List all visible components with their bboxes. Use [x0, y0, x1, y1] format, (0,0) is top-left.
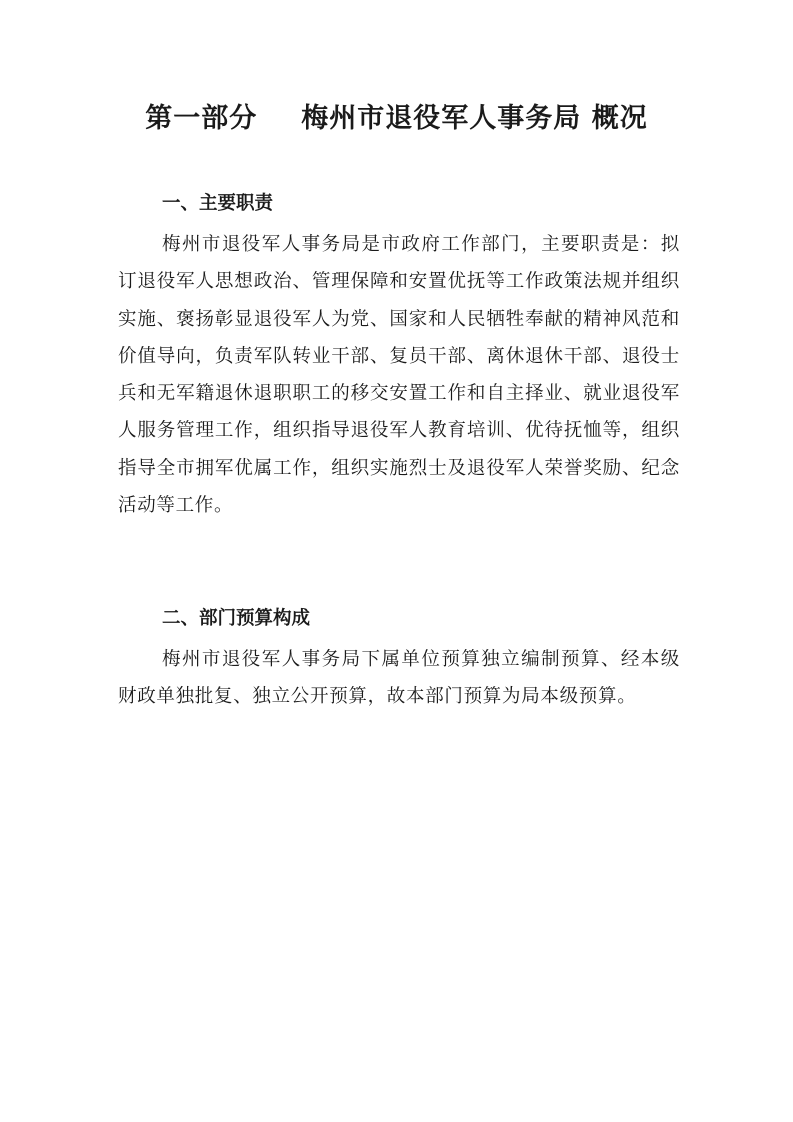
title-agency-name: 梅州市退役军人事务局 概况 — [301, 103, 648, 134]
section-body-main-duties: 梅州市退役军人事务局是市政府工作部门，主要职责是：拟订退役军人思想政治、管理保障和安置优抚等工作政策法规并组织实施、褒扬彰显退役军人为党、国家和人民牺牲奉献的精神风范和价值导向，负责军队转业干部、复员干部、离休退休干部、退役士兵和无军籍退休退职职工的移交安置工作和自主择业、就业退役军人服务管理工作，组织指导退役军人教育培训、优待抚恤等，组织指导全市拥军优属工作，组织实施烈士及退役军人荣誉奖励、纪念活动等工作。 — [118, 234, 680, 517]
section-heading-budget-composition: 二、部门预算构成 — [162, 608, 311, 629]
section-heading-main-duties: 一、主要职责 — [162, 193, 274, 214]
title-part-label: 第一部分 — [145, 103, 258, 134]
section-body-budget-composition: 梅州市退役军人事务局下属单位预算独立编制预算、经本级财政单独批复、独立公开预算，故本部门预算为局本级预算。 — [118, 649, 680, 708]
page-title — [0, 96, 793, 135]
